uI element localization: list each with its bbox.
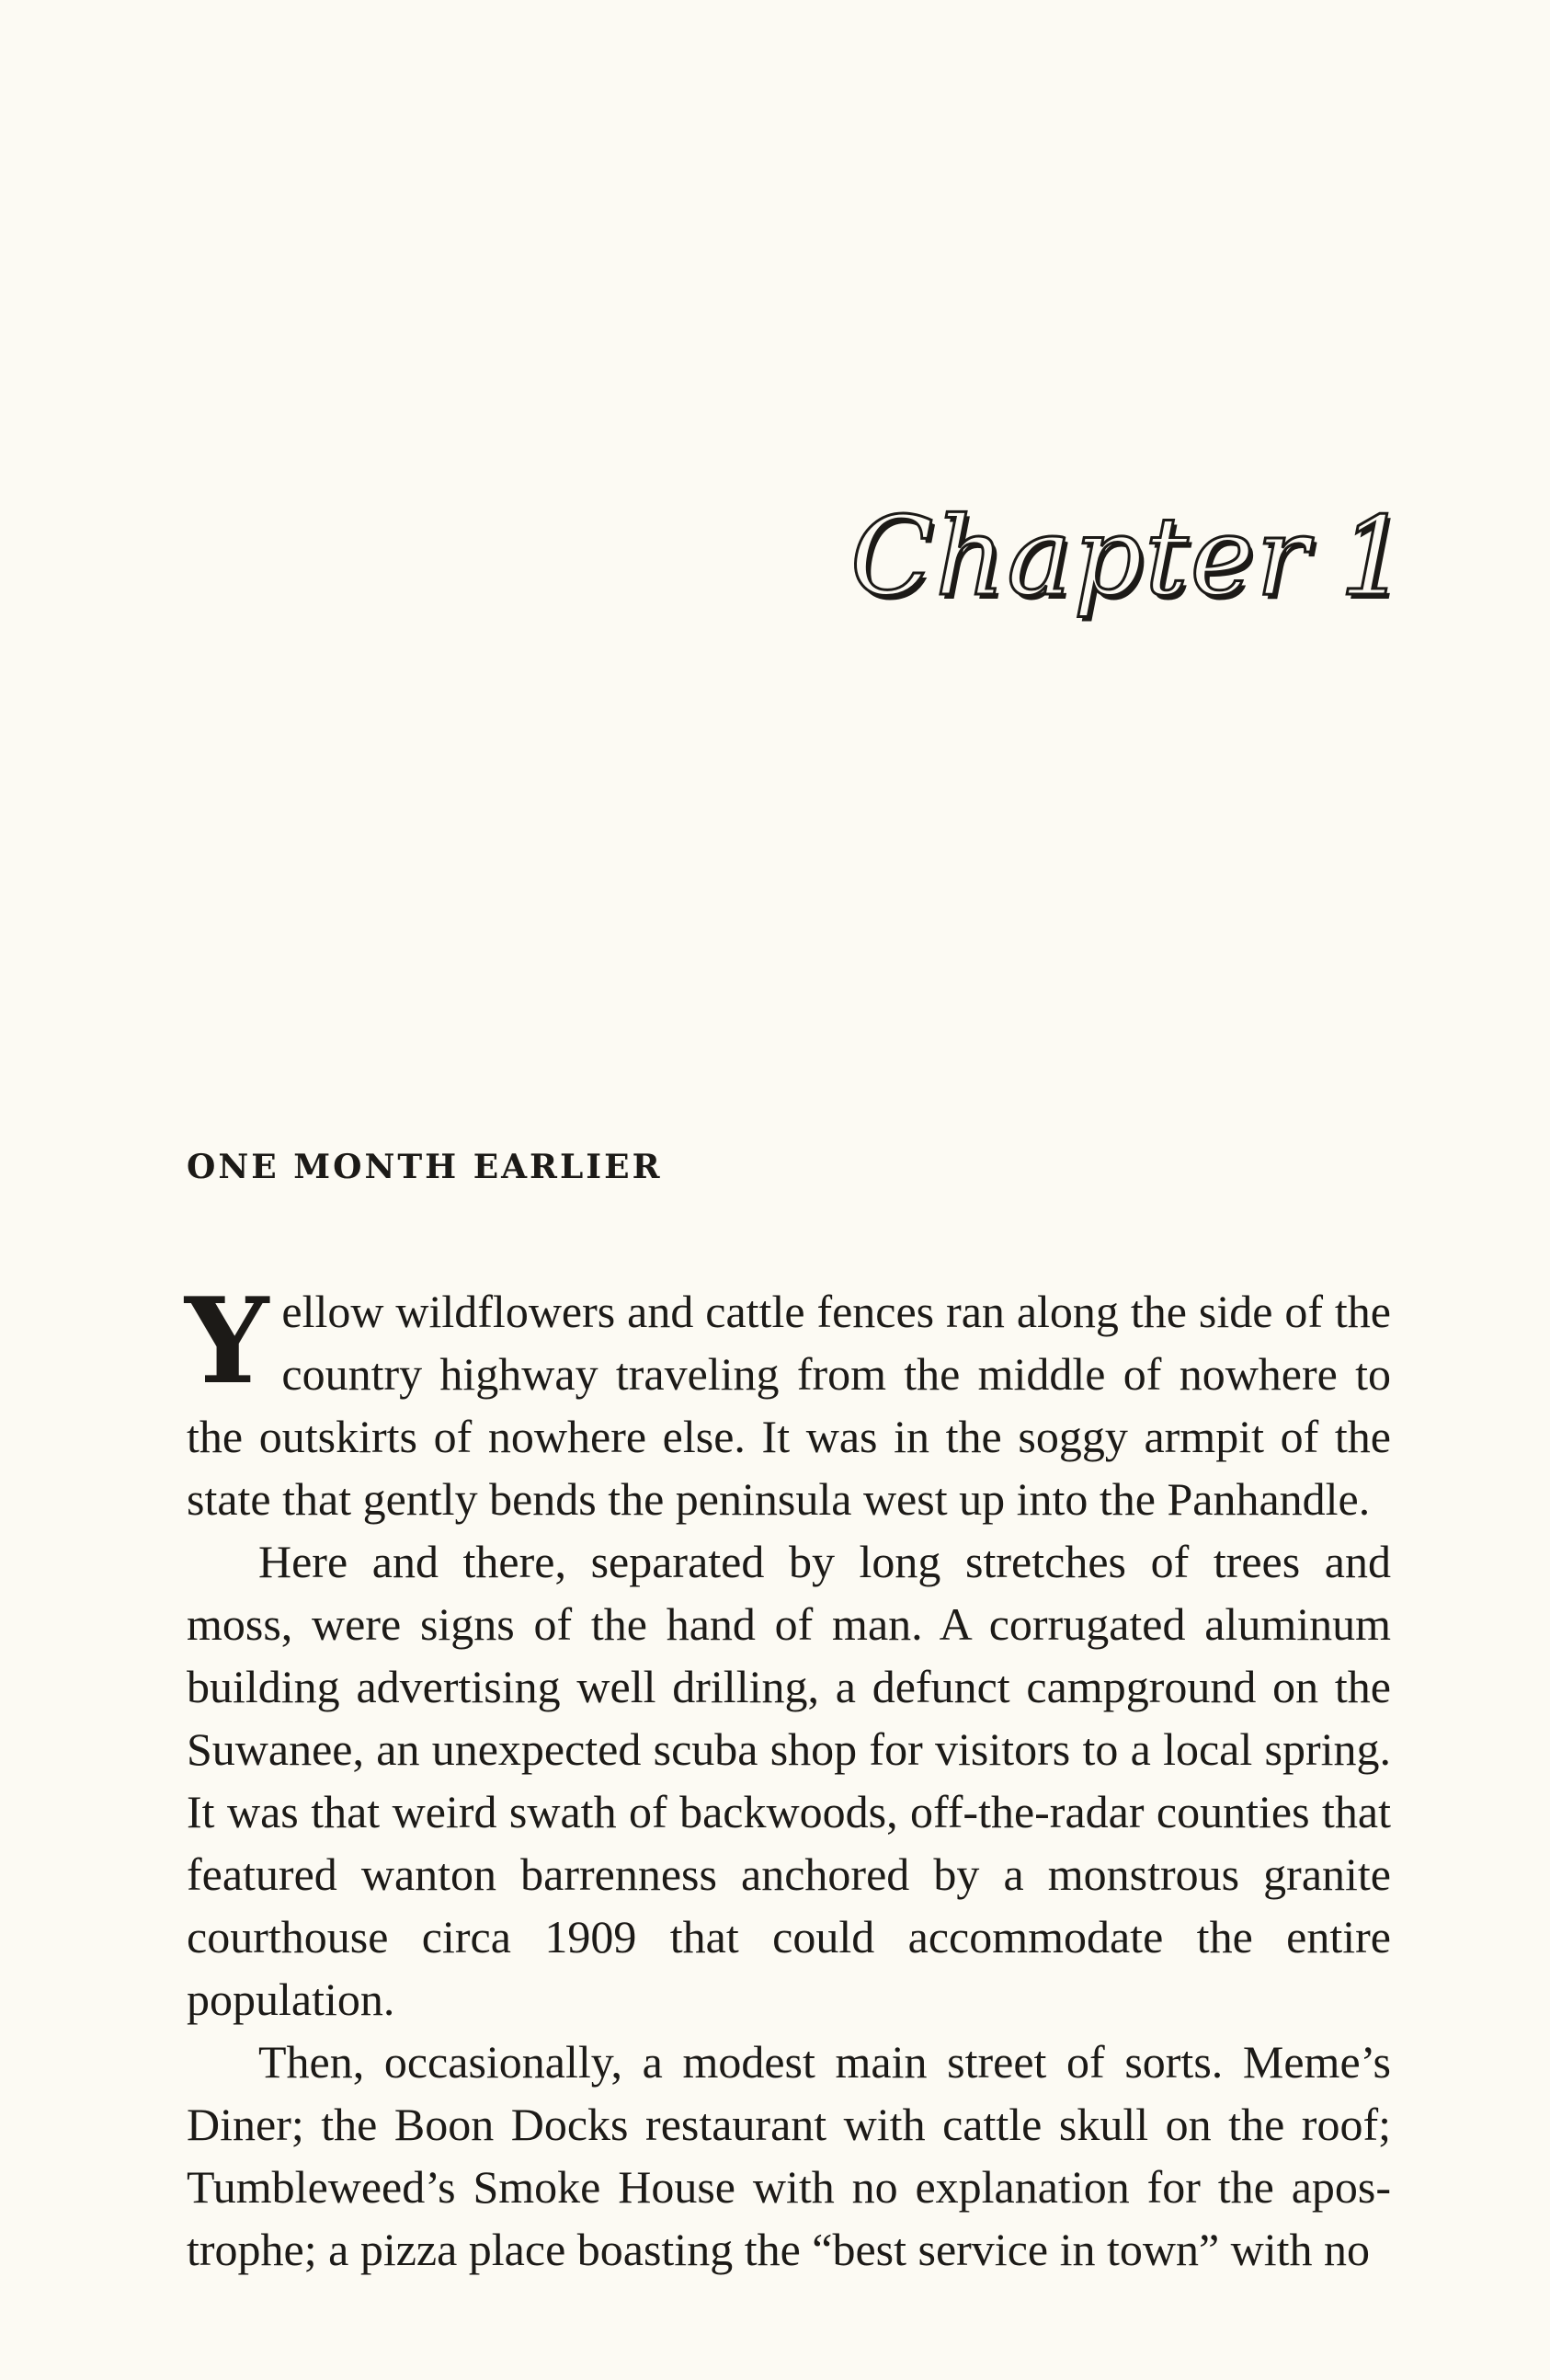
section-header: ONE MONTH EARLIER bbox=[187, 1148, 663, 1186]
chapter-heading bbox=[850, 478, 1420, 635]
paragraph-3: Then, occasionally, a modest main street of sorts. Meme’s Diner; the Boon Docks restaurant with cattle skull on the roof; Tumbleweed’s Smoke House with no explanation for the apos-trophe; a pizza place boasting the “best service in town” with no bbox=[187, 2036, 1391, 2275]
chapter-label: Chapter bbox=[850, 493, 1310, 620]
paragraph-2: Here and there, separated by long stretches of trees and moss, were signs of the hand of man. A corrugated aluminum building advertising well drilling, a defunct campground on the Suwanee, an unexpected scuba shop for visitors to a local spring. It was that weird swath of backwoods, off-the-radar counties that featured wanton barrenness anchored by a monstrous granite courthouse circa 1909 that could accommodate the entire population. bbox=[187, 1536, 1391, 2025]
paragraph-1-text: ellow wildflowers and cattle fences ran along the side of the country highway traveling from the middle of nowhere to the outskirts of nowhere else. It was in the soggy armpit of the state that gently bends the peninsula west up into the Panhandle. bbox=[187, 1286, 1391, 1525]
drop-cap: Y bbox=[185, 1273, 269, 1411]
body-text bbox=[185, 1273, 1391, 2281]
paragraph-1 bbox=[185, 1273, 1391, 1530]
chapter-number: 1 bbox=[1339, 493, 1410, 620]
